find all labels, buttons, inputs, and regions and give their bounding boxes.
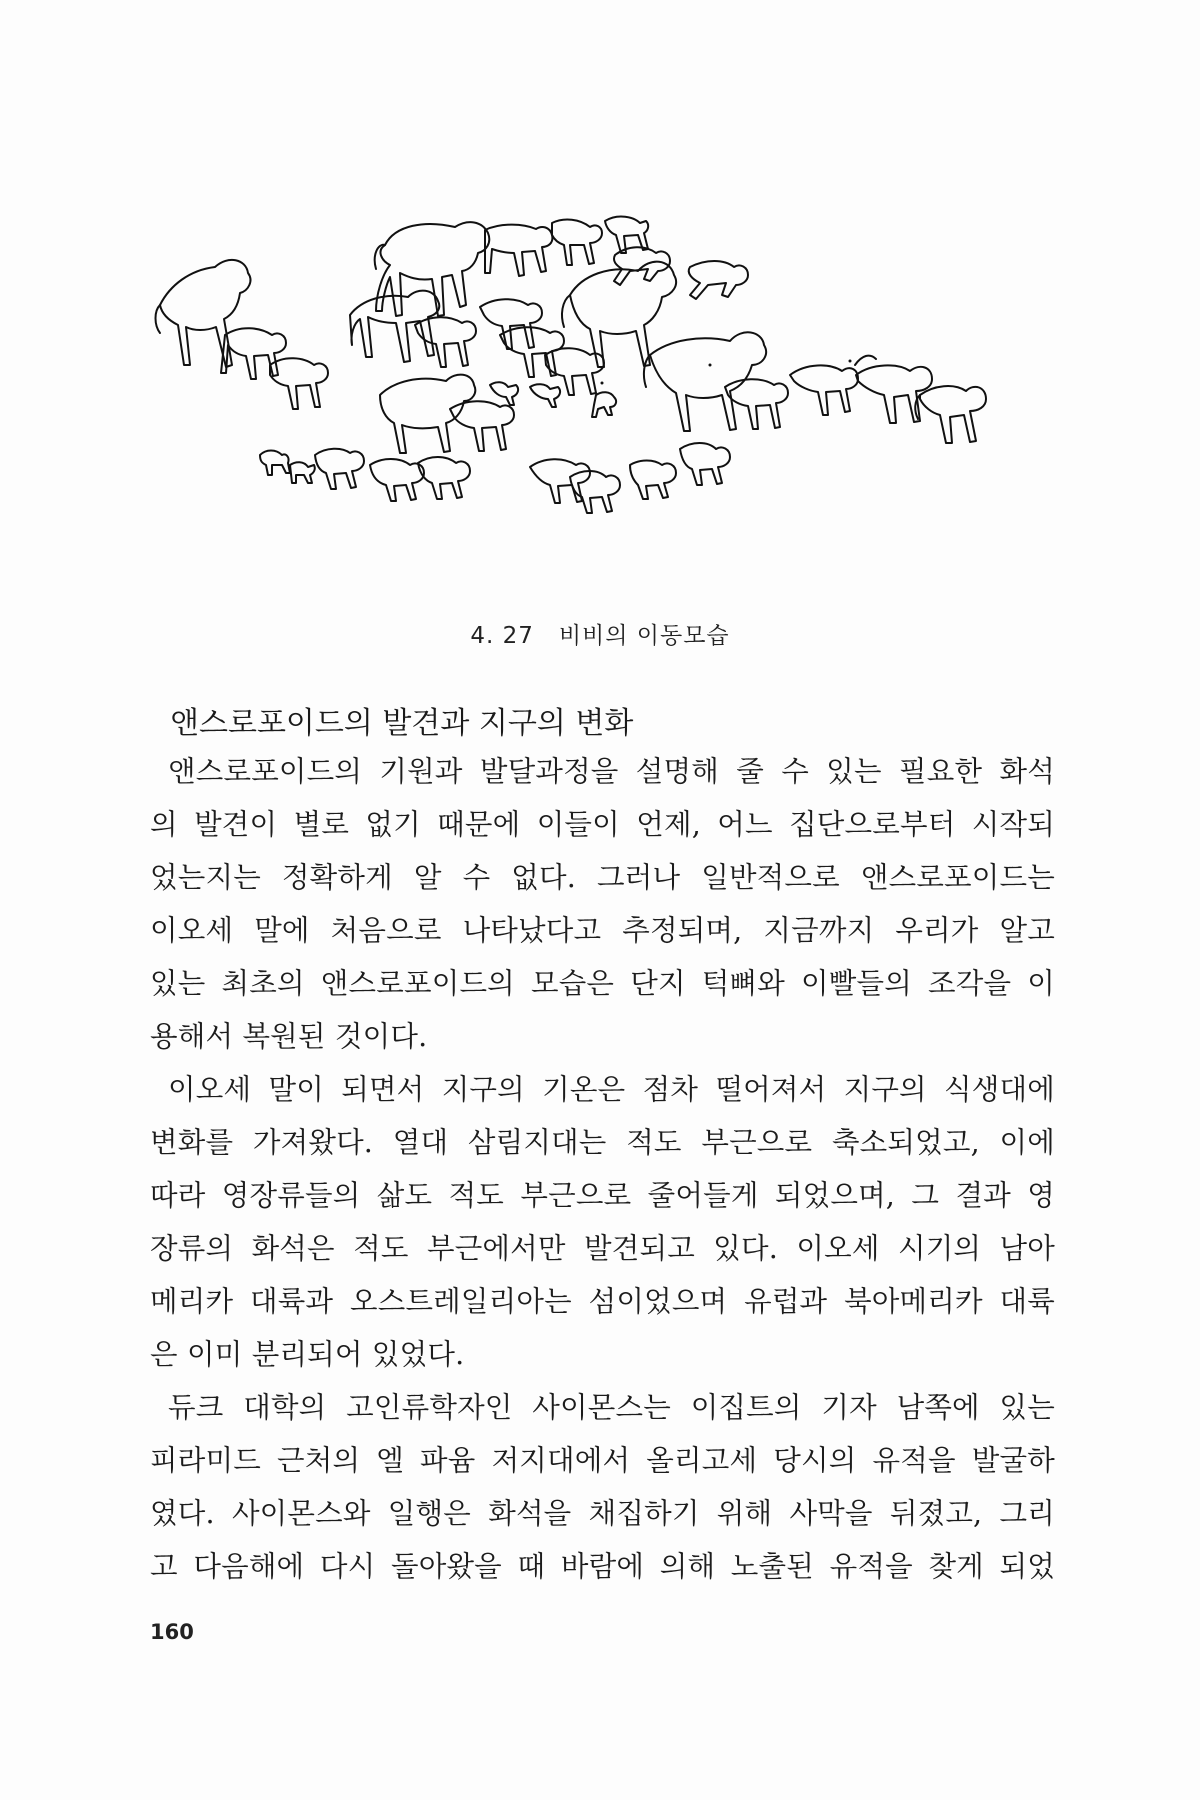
- body-line: 었는지는 정확하게 알 수 없다. 그러나 일반적으로 앤스로포이드는: [150, 861, 1055, 894]
- baboon-figure-3: [614, 247, 748, 299]
- baboon-figure-10: [260, 451, 315, 484]
- figure-caption-number: 4. 27: [470, 623, 534, 649]
- page-number: 160: [150, 1620, 194, 1644]
- body-line: 고 다음해에 다시 돌아왔을 때 바람에 의해 노출된 유적을 찾게 되었: [150, 1550, 1055, 1583]
- body-line: 따라 영장류들의 삶도 적도 부근으로 줄어들게 되었으며, 그 결과 영: [150, 1179, 1055, 1212]
- baboon-figure-5: [350, 291, 604, 395]
- body-line: 였다. 사이몬스와 일행은 화석을 채집하기 위해 사막을 뒤졌고, 그리: [150, 1497, 1055, 1530]
- figure-caption-text: 비비의 이동모습: [558, 623, 730, 649]
- figure-caption: [0, 617, 1200, 650]
- body-line: 변화를 가져왔다. 열대 삼림지대는 적도 부근으로 축소되었고, 이에: [150, 1126, 1055, 1159]
- body-line: 의 발견이 별로 없기 때문에 이들이 언제, 어느 집단으로부터 시작되: [150, 808, 1055, 841]
- body-line: 이오세 말에 처음으로 나타났다고 추정되며, 지금까지 우리가 알고: [150, 914, 1055, 947]
- body-line: 용해서 복원된 것이다.: [150, 1020, 428, 1053]
- body-line: 이오세 말이 되면서 지구의 기온은 점차 떨어져서 지구의 식생대에: [168, 1073, 1055, 1106]
- body-text: [150, 745, 1055, 1593]
- body-line: 듀크 대학의 고인류학자인 사이몬스는 이집트의 기자 남쪽에 있는: [168, 1391, 1055, 1424]
- baboon-figure-9: [315, 443, 730, 513]
- baboon-troop-illustration: [150, 215, 1055, 575]
- body-line: 은 이미 분리되어 있었다.: [150, 1338, 465, 1371]
- section-heading: 앤스로포이드의 발견과 지구의 변화: [170, 706, 634, 741]
- body-line: 메리카 대륙과 오스트레일리아는 섬이었으며 유럽과 북아메리카 대륙: [150, 1285, 1055, 1318]
- baboon-figure-7: [644, 332, 932, 431]
- baboon-figure-1: [375, 222, 490, 316]
- body-line: 장류의 화석은 적도 부근에서만 발견되고 있다. 이오세 시기의 남아: [150, 1232, 1055, 1265]
- baboon-drawing-svg: [150, 215, 1055, 575]
- baboon-figure-8: [380, 375, 616, 453]
- body-line: 피라미드 근처의 엘 파윰 저지대에서 올리고세 당시의 유적을 발굴하: [150, 1444, 1055, 1477]
- baboon-figure-4: [156, 260, 329, 409]
- baboon-figure-11: [915, 386, 986, 443]
- baboon-figure-6: [562, 262, 676, 367]
- body-line: 있는 최초의 앤스로포이드의 모습은 단지 턱뼈와 이빨들의 조각을 이: [150, 967, 1055, 1000]
- body-line: 앤스로포이드의 기원과 발달과정을 설명해 줄 수 있는 필요한 화석: [168, 755, 1055, 788]
- baboon-figure-2: [485, 217, 648, 276]
